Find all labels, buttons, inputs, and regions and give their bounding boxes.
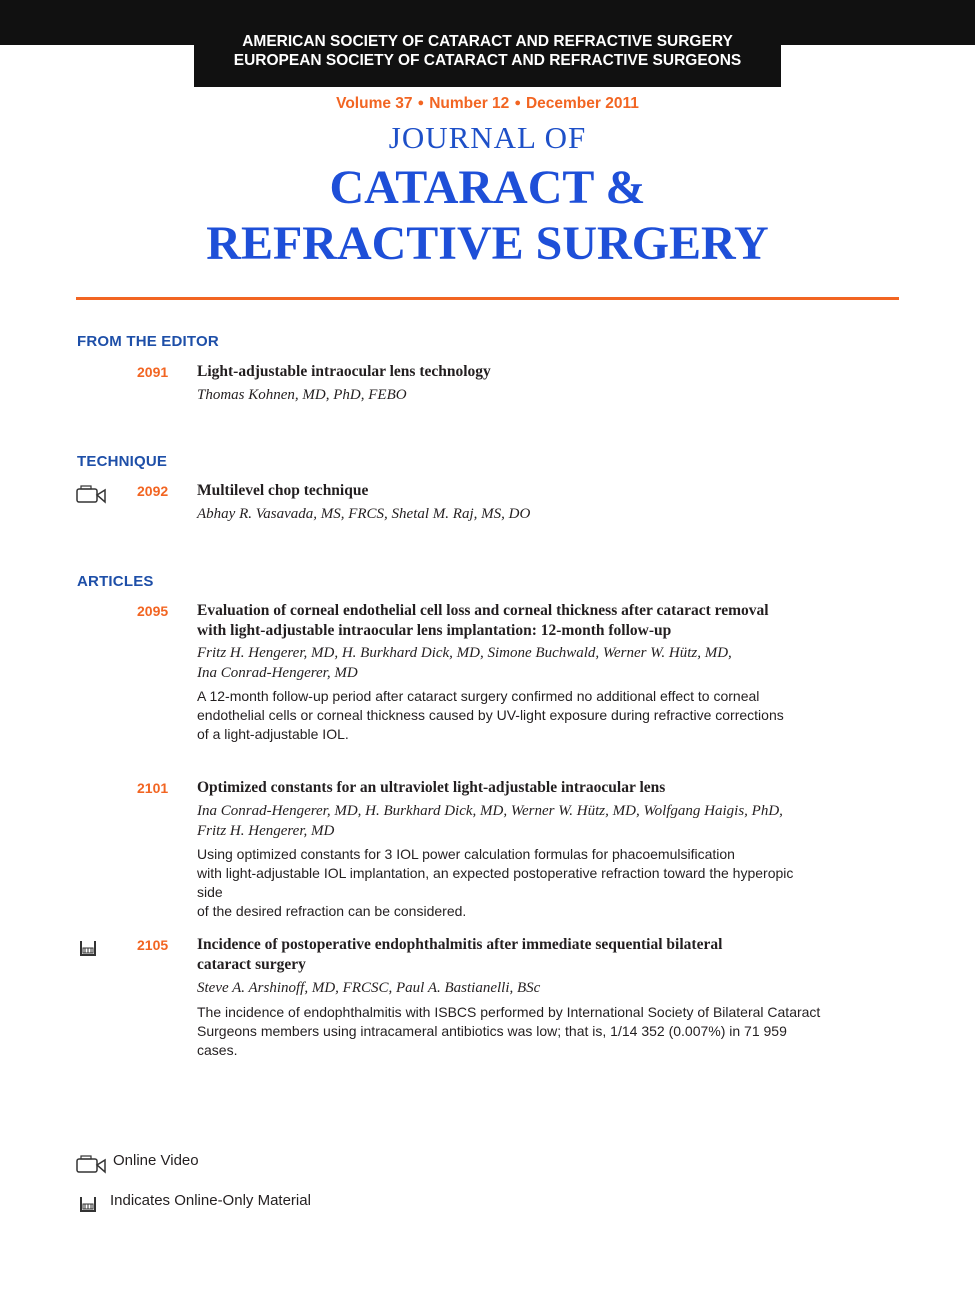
article-title[interactable]: Multilevel chop technique — [197, 482, 369, 499]
article-authors — [197, 979, 827, 999]
authors-line: Ina Conrad-Hengerer, MD — [197, 664, 358, 681]
article-title[interactable]: Light-adjustable intraocular lens technology — [197, 363, 491, 380]
article-authors: Thomas Kohnen, MD, PhD, FEBO — [197, 387, 407, 403]
video-camera-icon — [76, 485, 106, 505]
abstract-line: endothelial cells or corneal thickness caused by UV-light exposure during refractive corrections — [197, 707, 784, 723]
article-title-line: Incidence of postoperative endophthalmitis after immediate sequential bilateral — [197, 936, 723, 953]
article-title-line: cataract surgery — [197, 956, 306, 973]
bullet-icon: ● — [514, 97, 521, 109]
article-title-line: Optimized constants for an ultraviolet light-adjustable intraocular lens — [197, 779, 666, 796]
page-number: 2091 — [137, 364, 169, 380]
journal-title — [0, 160, 975, 272]
authors-line: Fritz H. Hengerer, MD, H. Burkhard Dick, MD, Simone Buchwald, Werner W. Hütz, MD, — [197, 645, 732, 661]
authors-line: Fritz H. Hengerer, MD — [197, 822, 335, 839]
journal-title-line-2: REFRACTIVE SURGERY — [206, 217, 769, 270]
article-authors: Abhay R. Vasavada, MS, FRCS, Shetal M. Raj, MS, DO — [197, 506, 531, 522]
issue-info — [0, 95, 975, 113]
page-number: 2101 — [137, 780, 169, 796]
article-title-line: Evaluation of corneal endothelial cell loss and corneal thickness after cataract removal — [197, 602, 769, 619]
society-line-1: AMERICAN SOCIETY OF CATARACT AND REFRACTIVE SURGERY — [242, 33, 733, 50]
abstract-line: Surgeons members using intracameral antibiotics was low; that is, 1/14 352 (0.007%) in 71 959 — [197, 1023, 787, 1039]
page-number: 2095 — [137, 603, 169, 619]
abstract-line: of the desired refraction can be considered. — [197, 903, 467, 919]
abstract-line: of a light-adjustable IOL. — [197, 726, 349, 742]
article-title[interactable] — [197, 935, 817, 975]
journal-title-line-1: CATARACT & — [329, 161, 646, 214]
article-title-line: with light-adjustable intraocular lens implantation: 12-month follow-up — [197, 622, 672, 639]
online-only-material-icon — [78, 1195, 98, 1215]
bullet-icon: ● — [417, 97, 425, 109]
orange-divider — [76, 297, 899, 300]
section-heading-technique: TECHNIQUE — [77, 453, 168, 470]
abstract-line: A 12-month follow-up period after cataract surgery confirmed no additional effect to corneal — [197, 688, 760, 704]
video-camera-icon — [76, 1155, 106, 1175]
article-abstract — [197, 845, 822, 921]
article-title[interactable] — [197, 601, 837, 641]
online-only-material-icon — [78, 939, 98, 959]
page-number: 2092 — [137, 483, 169, 499]
article-abstract — [197, 687, 822, 744]
date: December 2011 — [525, 95, 639, 112]
authors-line: Ina Conrad-Hengerer, MD, H. Burkhard Dick, MD, Werner W. Hütz, MD, Wolfgang Haigis, PhD, — [197, 803, 783, 819]
article-title[interactable] — [197, 778, 817, 798]
section-heading-editor: FROM THE EDITOR — [77, 333, 219, 350]
journal-of: JOURNAL OF — [388, 120, 587, 155]
article-authors — [197, 644, 827, 683]
number: Number 12 — [429, 95, 510, 112]
legend-online-only: Indicates Online-Only Material — [110, 1192, 311, 1209]
article-abstract — [197, 1003, 822, 1060]
abstract-line: The incidence of endophthalmitis with ISBCS performed by International Society of Bilateral Cataract — [197, 1004, 821, 1020]
page-number: 2105 — [137, 937, 169, 953]
article-authors — [197, 802, 827, 841]
society-banner — [194, 30, 781, 87]
abstract-line: cases. — [197, 1042, 238, 1058]
volume: Volume 37 — [336, 95, 413, 112]
society-line-2: EUROPEAN SOCIETY OF CATARACT AND REFRACTIVE SURGEONS — [233, 52, 742, 69]
section-heading-articles: ARTICLES — [77, 573, 154, 590]
abstract-line: Using optimized constants for 3 IOL power calculation formulas for phacoemulsification — [197, 846, 735, 862]
authors-line: Steve A. Arshinoff, MD, FRCSC, Paul A. Bastianelli, BSc — [197, 980, 541, 996]
abstract-line: with light-adjustable IOL implantation, an expected postoperative refraction toward the hyperopic side — [197, 865, 794, 900]
legend-online-video: Online Video — [113, 1152, 199, 1169]
